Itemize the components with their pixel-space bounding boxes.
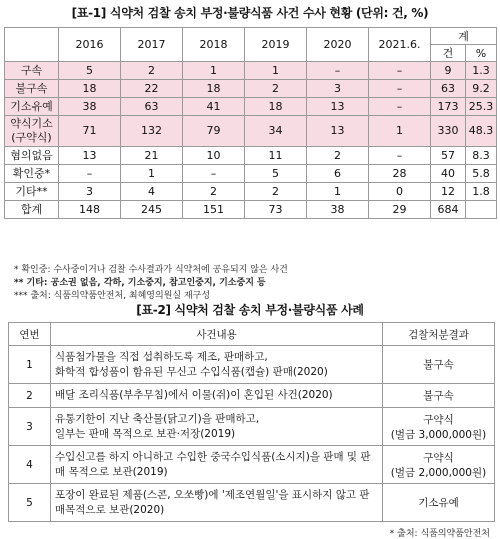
case-number: 2 xyxy=(9,384,51,408)
table-cell: 2 xyxy=(245,80,307,98)
table-cell: 18 xyxy=(59,80,121,98)
table-cell: 28 xyxy=(369,165,431,183)
total-percent-cell: 9.2 xyxy=(466,80,497,98)
prosecution-status-table xyxy=(4,27,497,219)
case-examples-table xyxy=(8,322,495,522)
case-content: 수입신고를 하지 아니하고 수입한 중국수입식품(소시지)을 판매 및 판매 목적으로 보관(2019) xyxy=(51,446,383,484)
table-cell: 22 xyxy=(121,80,183,98)
header-blank xyxy=(5,28,59,62)
row-label: 합계 xyxy=(5,201,59,219)
total-count-cell: 57 xyxy=(431,147,466,165)
table-cell: – xyxy=(59,165,121,183)
table-cell: 2 xyxy=(183,183,245,201)
table-cell: 0 xyxy=(369,183,431,201)
table-cell: 34 xyxy=(245,116,307,147)
header-year: 2021.6. xyxy=(369,28,431,62)
table-cell: 3 xyxy=(59,183,121,201)
total-count-cell: 173 xyxy=(431,98,466,116)
table-cell: 21 xyxy=(121,147,183,165)
table-cell: 29 xyxy=(369,201,431,219)
row-label: 약식기소 (구약식) xyxy=(5,116,59,147)
table-cell: 2 xyxy=(307,147,369,165)
table-row xyxy=(5,165,497,183)
table-cell: 6 xyxy=(307,165,369,183)
table-cell: 73 xyxy=(245,201,307,219)
total-percent-cell: 25.3 xyxy=(466,98,497,116)
table2-title: [표-2] 식약처 검찰 송치 부정·불량식품 사례 xyxy=(136,303,364,317)
table-row xyxy=(5,147,497,165)
case-content: 유통기한이 지난 축산물(닭고기)을 판매하고, 일부는 판매 목적으로 보관·저장(2019) xyxy=(51,408,383,446)
table-row xyxy=(9,446,495,484)
table-cell: 151 xyxy=(183,201,245,219)
table-cell: 18 xyxy=(183,80,245,98)
table-cell: – xyxy=(307,62,369,80)
header-total: 계 xyxy=(431,28,497,45)
table-cell: 11 xyxy=(245,147,307,165)
case-content: 식품첨가물을 직접 섭취하도록 제조, 판매하고, 화학적 합성품이 함유된 무신고 수입식품(캡슐) 판매(2020) xyxy=(51,346,383,384)
row-label: 불구속 xyxy=(5,80,59,98)
table-row xyxy=(9,384,495,408)
table1-notes xyxy=(14,264,494,303)
table-cell: 132 xyxy=(121,116,183,147)
table-cell: 71 xyxy=(59,116,121,147)
header-year: 2020 xyxy=(307,28,369,62)
table-cell: 2 xyxy=(245,183,307,201)
total-count-cell: 40 xyxy=(431,165,466,183)
total-percent-cell: 8.3 xyxy=(466,147,497,165)
table2-body xyxy=(9,346,495,522)
total-count-cell: 9 xyxy=(431,62,466,80)
total-percent-cell xyxy=(466,201,497,219)
case-result: 불구속 xyxy=(383,384,495,408)
case-result: 불구속 xyxy=(383,346,495,384)
case-number: 1 xyxy=(9,346,51,384)
table-cell: – xyxy=(369,62,431,80)
table-cell: 63 xyxy=(121,98,183,116)
table2-source: * 출처: 식품의약품안전처 xyxy=(389,529,490,539)
row-label: 혐의없음 xyxy=(5,147,59,165)
table-cell: 13 xyxy=(59,147,121,165)
total-percent-cell: 1.8 xyxy=(466,183,497,201)
table-cell: – xyxy=(183,165,245,183)
header-year: 2016 xyxy=(59,28,121,62)
table-cell: 38 xyxy=(307,201,369,219)
header-result: 검찰처분결과 xyxy=(383,323,495,346)
table-cell: 13 xyxy=(307,116,369,147)
header-year: 2017 xyxy=(121,28,183,62)
row-label: 기소유예 xyxy=(5,98,59,116)
table-cell: 79 xyxy=(183,116,245,147)
table-cell: 1 xyxy=(369,116,431,147)
table-row xyxy=(9,484,495,522)
header-content: 사건내용 xyxy=(51,323,383,346)
table-row xyxy=(5,201,497,219)
total-percent-cell: 5.8 xyxy=(466,165,497,183)
table-cell: 3 xyxy=(307,80,369,98)
table1-body xyxy=(5,62,497,219)
note-source: *** 출처: 식품의약품안전처, 최혜영의원실 재구성 xyxy=(14,291,211,301)
case-number: 5 xyxy=(9,484,51,522)
table-row xyxy=(5,183,497,201)
table-cell: 10 xyxy=(183,147,245,165)
table-row xyxy=(9,408,495,446)
note-other: ** 기타: 공소권 없음, 각하, 기소중지, 참고인중지, 기소중지 등 xyxy=(14,278,266,288)
table-row xyxy=(5,62,497,80)
table-row xyxy=(5,116,497,147)
table-cell: – xyxy=(369,98,431,116)
table-cell: 5 xyxy=(59,62,121,80)
table-cell: 18 xyxy=(245,98,307,116)
row-label: 구속 xyxy=(5,62,59,80)
table-cell: 4 xyxy=(121,183,183,201)
total-count-cell: 684 xyxy=(431,201,466,219)
table-cell: 1 xyxy=(245,62,307,80)
header-year: 2018 xyxy=(183,28,245,62)
total-count-cell: 12 xyxy=(431,183,466,201)
note-pending: * 확인중: 수사중이거나 검찰 수사결과가 식약처에 공유되지 않은 사건 xyxy=(14,265,288,275)
table-cell: 148 xyxy=(59,201,121,219)
header-percent: % xyxy=(466,45,497,62)
table-cell: 41 xyxy=(183,98,245,116)
row-label: 확인중* xyxy=(5,165,59,183)
case-number: 3 xyxy=(9,408,51,446)
header-no: 연번 xyxy=(9,323,51,346)
case-content: 포장이 완료된 제품(스콘, 오쏘빵)에 '제조연월일'을 표시하지 않고 판매목적으로 보관(2020) xyxy=(51,484,383,522)
table-cell: – xyxy=(369,147,431,165)
table-row xyxy=(5,98,497,116)
table-cell: 13 xyxy=(307,98,369,116)
table-cell: 5 xyxy=(245,165,307,183)
table-cell: 1 xyxy=(307,183,369,201)
case-result: 구약식 (벌금 2,000,000원) xyxy=(383,446,495,484)
total-count-cell: 330 xyxy=(431,116,466,147)
table-cell: 1 xyxy=(121,165,183,183)
total-percent-cell: 48.3 xyxy=(466,116,497,147)
total-percent-cell: 1.3 xyxy=(466,62,497,80)
row-label: 기타** xyxy=(5,183,59,201)
case-result: 기소유예 xyxy=(383,484,495,522)
case-result: 구약식 (벌금 3,000,000원) xyxy=(383,408,495,446)
table-row xyxy=(9,346,495,384)
case-number: 4 xyxy=(9,446,51,484)
table-cell: 2 xyxy=(121,62,183,80)
header-year: 2019 xyxy=(245,28,307,62)
table-row xyxy=(5,80,497,98)
case-content: 배달 조리식품(부추무침)에서 이물(쥐)이 혼입된 사건(2020) xyxy=(51,384,383,408)
table-cell: – xyxy=(369,80,431,98)
total-count-cell: 63 xyxy=(431,80,466,98)
table1-title: [표-1] 식약처 검찰 송치 부정·불량식품 사건 수사 현황 (단위: 건, %) xyxy=(71,6,429,20)
header-count: 건 xyxy=(431,45,466,62)
table-cell: 1 xyxy=(183,62,245,80)
table-cell: 245 xyxy=(121,201,183,219)
table-cell: 38 xyxy=(59,98,121,116)
